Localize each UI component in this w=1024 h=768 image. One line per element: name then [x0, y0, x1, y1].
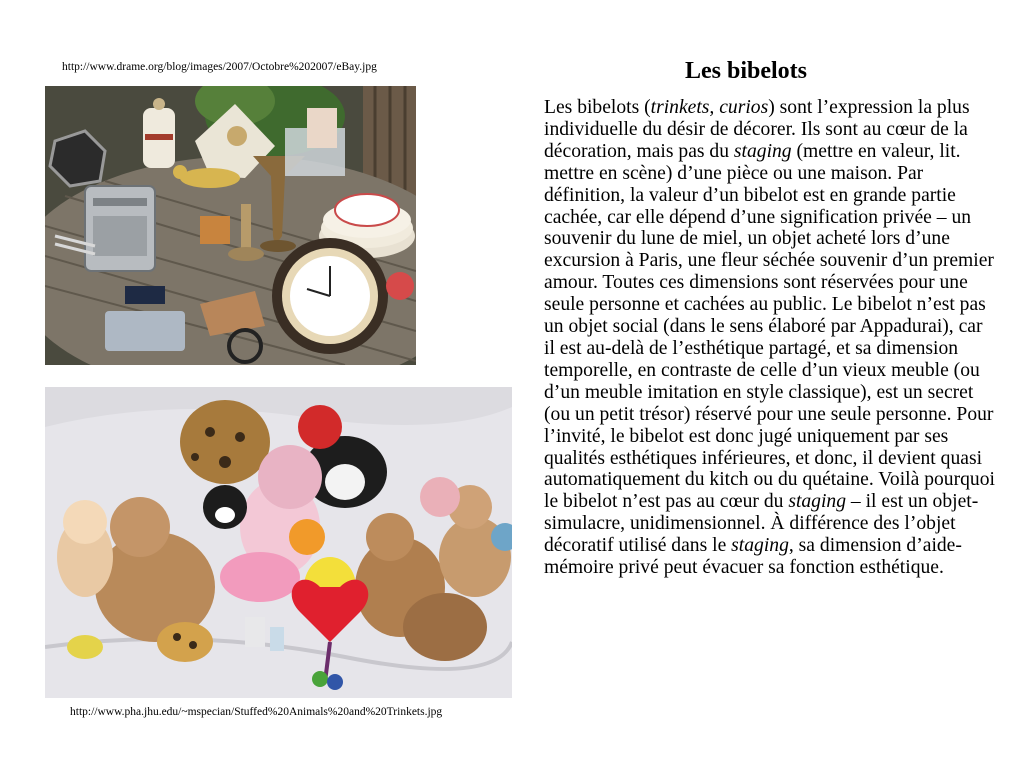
body-text-run-italic: staging [731, 535, 789, 557]
stuffed-animals-photo [45, 387, 512, 698]
body-text-run-italic: staging [733, 140, 792, 162]
photo-caption-bottom: http://www.pha.jhu.edu/~mspecian/Stuffed%20Animals%20and%20Trinkets.jpg [70, 706, 443, 718]
body-text-run-italic: staging [788, 491, 847, 513]
body-text-run: , sa dimension d’aide-mémoire privé peut évacuer sa fonction esthétique. [544, 535, 962, 579]
body-text-run-italic: trinkets, curios [650, 97, 769, 118]
body-text-run: Les bibelots ( [544, 97, 651, 118]
body-text-run: ) sont l’expression la plus individuelle du désir de décorer. Ils sont au cœur de la décoration, mais pas du [544, 97, 970, 162]
body-text-run: (mettre en valeur, lit. mettre en scène) d’une pièce ou une maison. Par définition, la valeur d’un bibelot est en grande partie cachée, car elle dépend d’une signification privée – un souvenir du lune de miel, un objet acheté lors d’une excursion à Paris, une fleur séchée souvenir d’un premier amour. Toutes ces dimensions sont réservées pour une seule personne et cachées au public. Le bibelot n’est pas un objet social (dans le sens élaboré par Appadurai), car il est au-delà de l’esthétique partagé, et sa dimension temporelle, en contraste de celle d’un vieux meuble (ou d’un meuble imitation en style classique), est un secret (ou un petit trésor) réservé pour une seule personne. Pour l’invité, le bibelot est donc jugé uniquement par ses qualités esthétiques inférieures, et donc, il devient quasi automatiquement du kitch ou du quétaine. Voilà pourquoi le bibelot n’est pas au cœur du [544, 140, 995, 513]
flea-market-trinkets-photo [45, 86, 416, 365]
page-title: Les bibelots [684, 58, 807, 84]
body-paragraph [544, 97, 996, 579]
body-text-run: – il est un objet-simulacre, unidimensionnel. À différence des l’objet décoratif utilisé dans le [544, 491, 979, 557]
photo-caption-top: http://www.drame.org/blog/images/2007/Octobre%202007/eBay.jpg [62, 61, 377, 73]
